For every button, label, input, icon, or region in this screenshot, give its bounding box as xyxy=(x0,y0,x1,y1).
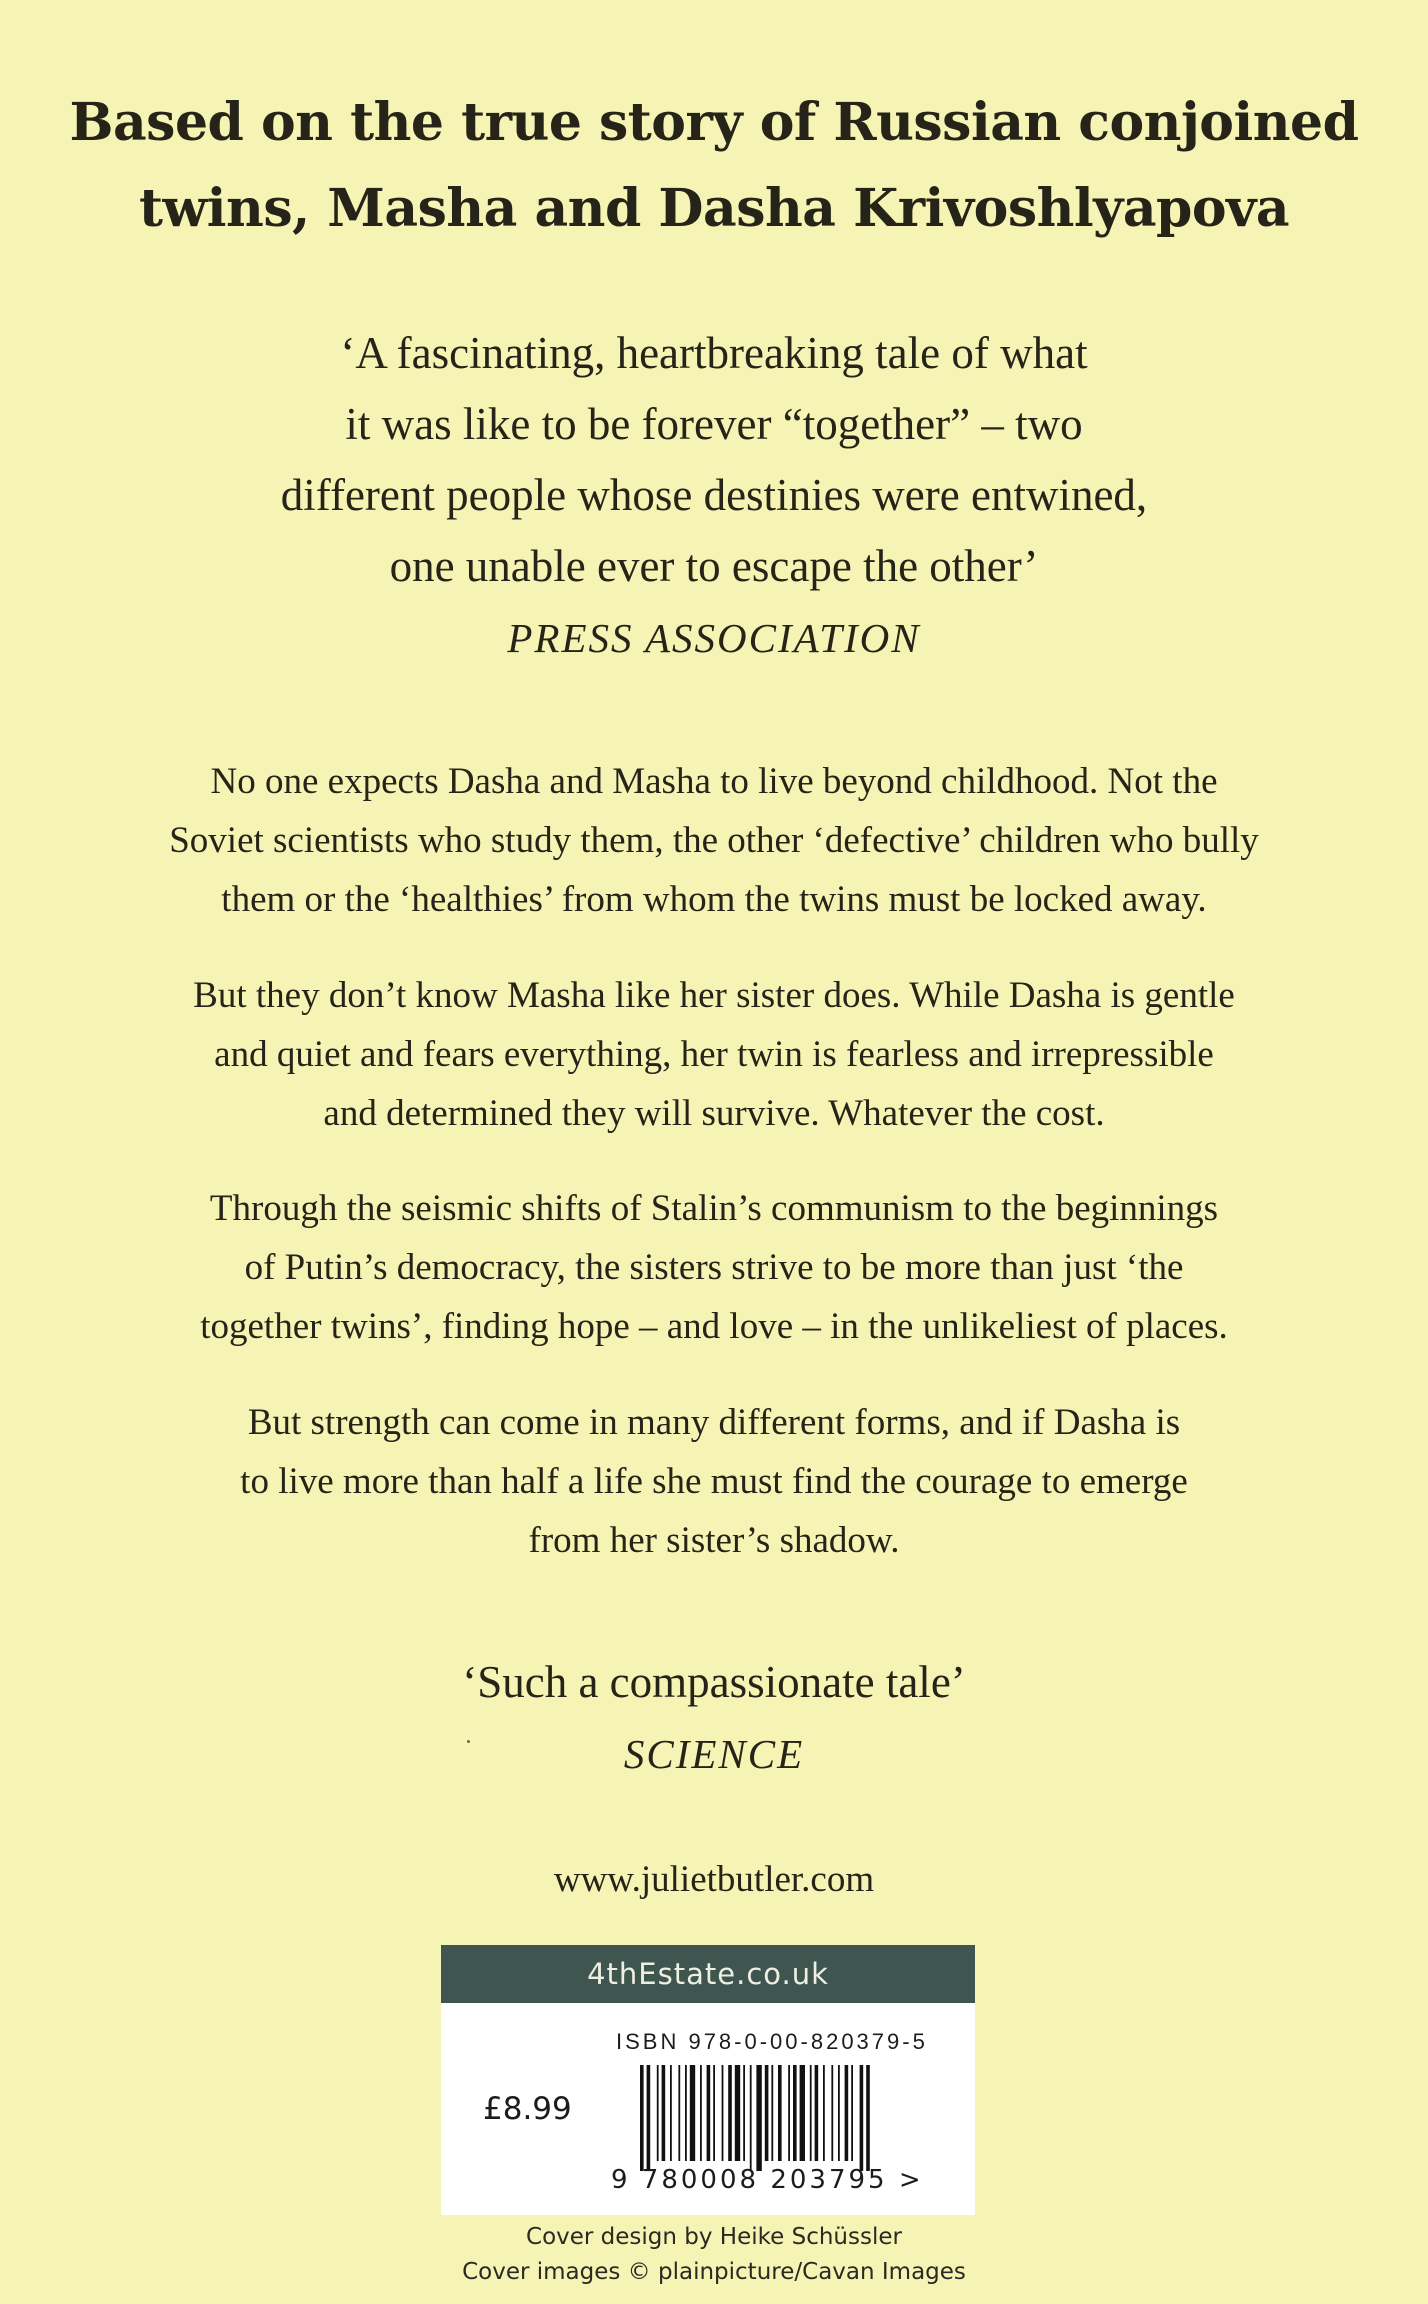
barcode-bar xyxy=(662,2065,666,2161)
barcode-graphic xyxy=(636,2065,926,2175)
isbn-label: ISBN 978-0-00-820379-5 xyxy=(616,2029,928,2054)
barcode-bar xyxy=(657,2065,659,2161)
review-source-press-association: PRESS ASSOCIATION xyxy=(507,615,921,661)
barcode-bar xyxy=(743,2065,745,2161)
barcode-bar xyxy=(756,2065,761,2171)
review-quote-line: different people whose destinies were entwined, xyxy=(280,470,1148,520)
barcode-bar xyxy=(713,2065,715,2161)
review-quote-line: ‘A fascinating, heartbreaking tale of what xyxy=(340,328,1088,378)
headline-line-2: twins, Masha and Dasha Krivoshlyapova xyxy=(138,178,1290,239)
barcode-bar xyxy=(700,2065,702,2161)
barcode-bar xyxy=(793,2065,797,2161)
blurb-line: to live more than half a life she must find the courage to emerge xyxy=(240,1461,1188,1502)
barcode-bar xyxy=(722,2065,724,2161)
barcode-bar xyxy=(735,2065,740,2161)
barcode-bar xyxy=(647,2065,651,2171)
blurb-line: No one expects Dasha and Masha to live beyond childhood. Not the xyxy=(210,761,1218,802)
barcode-bar xyxy=(685,2065,687,2161)
publisher-url[interactable]: 4thEstate.co.uk xyxy=(587,1957,829,1991)
review-quote-science: ‘Such a compassionate tale’ xyxy=(462,1657,966,1707)
blurb-paragraph-4 xyxy=(70,1393,1358,1570)
barcode-bar xyxy=(778,2065,782,2161)
barcode-bar xyxy=(750,2065,752,2171)
barcode-bar xyxy=(707,2065,711,2161)
blurb-line: and quiet and fears everything, her twin is fearless and irrepressible xyxy=(214,1034,1214,1075)
cover-images-credit: Cover images © plainpicture/Cavan Images xyxy=(462,2259,966,2285)
headline-line-1: Based on the true story of Russian conjoined xyxy=(69,92,1359,153)
blurb-line: Through the seismic shifts of Stalin’s communism to the beginnings xyxy=(209,1188,1219,1229)
barcode-bar xyxy=(810,2065,812,2161)
barcode-bar xyxy=(670,2065,672,2161)
blurb-line: and determined they will survive. Whatever the cost. xyxy=(323,1093,1105,1134)
blurb-line: But they don’t know Masha like her sister does. While Dasha is gentle xyxy=(193,975,1235,1016)
barcode-bar xyxy=(788,2065,790,2161)
blurb-line: Soviet scientists who study them, the other ‘defective’ children who bully xyxy=(169,820,1259,861)
barcode-bar xyxy=(690,2065,695,2161)
blurb-line: of Putin’s democracy, the sisters strive to be more than just ‘the xyxy=(244,1247,1184,1288)
barcode-bar xyxy=(815,2065,819,2161)
review-quote-line: it was like to be forever “together” – two xyxy=(345,399,1083,449)
blurb-line: from her sister’s shadow. xyxy=(528,1520,900,1561)
barcode-bar xyxy=(866,2065,870,2171)
barcode-bar xyxy=(838,2065,840,2161)
barcode-panel xyxy=(441,2003,975,2215)
barcode-bar xyxy=(728,2065,732,2161)
headline xyxy=(0,80,1428,252)
review-source-science: SCIENCE xyxy=(623,1731,805,1777)
blurb-paragraph-2 xyxy=(70,966,1358,1143)
barcode-bar xyxy=(678,2065,680,2161)
barcode-bar xyxy=(771,2065,773,2161)
barcode-bar xyxy=(851,2065,853,2161)
barcode-bar xyxy=(640,2065,644,2171)
barcode-bar xyxy=(860,2065,864,2171)
barcode-bar xyxy=(823,2065,825,2161)
price-label: £8.99 xyxy=(483,2091,572,2127)
cover-design-credit: Cover design by Heike Schüssler xyxy=(526,2224,902,2250)
review-quote-press-association xyxy=(0,318,1428,602)
print-speck xyxy=(467,1740,470,1743)
barcode-bar xyxy=(831,2065,833,2161)
publisher-url-band xyxy=(441,1945,975,2003)
blurb-line: But strength can come in many different forms, and if Dasha is xyxy=(247,1402,1181,1443)
blurb-paragraph-1 xyxy=(70,752,1358,929)
barcode-bar xyxy=(845,2065,849,2161)
barcode-digits: 9 780008 203795 > xyxy=(611,2165,924,2195)
author-website-link[interactable]: www.julietbutler.com xyxy=(553,1859,875,1900)
blurb-line: together twins’, finding hope – and love – in the unlikeliest of places. xyxy=(200,1306,1228,1347)
barcode-bar xyxy=(800,2065,805,2161)
blurb-line: them or the ‘healthies’ from whom the twins must be locked away. xyxy=(221,879,1207,920)
barcode-bar xyxy=(765,2065,769,2161)
blurb-paragraph-3 xyxy=(70,1179,1358,1356)
review-quote-line: one unable ever to escape the other’ xyxy=(389,541,1039,591)
